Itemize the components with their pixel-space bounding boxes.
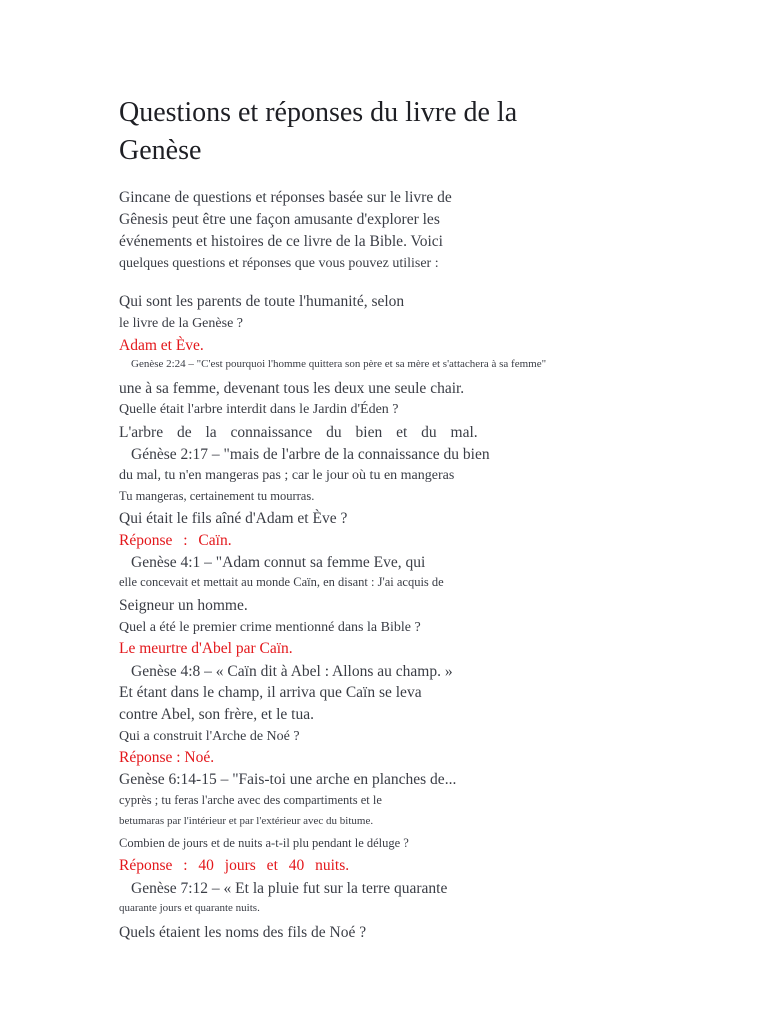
verse-line: elle concevait et mettait au monde Caïn, en disant : J'ai acquis de: [119, 575, 444, 589]
question-line: Qui sont les parents de toute l'humanité, selon: [119, 293, 405, 310]
verse-line: Genèse 4:8 – « Caïn dit à Abel : Allons au champ. »: [131, 663, 453, 680]
question-line: Combien de jours et de nuits a-t-il plu pendant le déluge ?: [119, 836, 409, 850]
question-line: Quels étaient les noms des fils de Noé ?: [119, 924, 367, 941]
question-line: le livre de la Genèse ?: [119, 316, 243, 331]
intro-line: Gênesis peut être une façon amusante d'explorer les: [119, 211, 440, 228]
answer-line: Réponse : Caïn.: [119, 532, 232, 549]
question-line: Qui était le fils aîné d'Adam et Ève ?: [119, 510, 348, 527]
answer-line: Adam et Ève.: [119, 337, 204, 354]
question-line: Qui a construit l'Arche de Noé ?: [119, 729, 300, 744]
verse-line: Génèse 2:17 – "mais de l'arbre de la connaissance du bien: [131, 446, 490, 463]
verse-line: betumaras par l'intérieur et par l'extérieur avec du bitume.: [119, 815, 374, 827]
intro-line: événements et histoires de ce livre de la Bible. Voici: [119, 233, 443, 250]
answer-line: Réponse : 40 jours et 40 nuits.: [119, 857, 350, 874]
verse-line: Genèse 2:24 – "C'est pourquoi l'homme quittera son père et sa mère et s'attachera à sa femme": [131, 358, 547, 370]
intro-line: Gincane de questions et réponses basée sur le livre de: [119, 189, 452, 206]
verse-line: quarante jours et quarante nuits.: [119, 902, 260, 914]
document-title: Questions et réponses du livre de la Genèse: [119, 97, 518, 166]
verse-line: Genèse 4:1 – "Adam connut sa femme Eve, qui: [131, 554, 426, 571]
verse-line: cyprès ; tu feras l'arche avec des compartiments et le: [119, 793, 382, 807]
verse-line: une à sa femme, devenant tous les deux une seule chair.: [119, 380, 465, 397]
verse-line: Genèse 7:12 – « Et la pluie fut sur la terre quarante: [131, 880, 448, 897]
verse-line: Genèse 6:14-15 – "Fais-toi une arche en planches de...: [119, 771, 457, 788]
verse-line: Et étant dans le champ, il arriva que Caïn se leva: [119, 684, 422, 701]
verse-line: Tu mangeras, certainement tu mourras.: [119, 489, 315, 503]
question-line: Quel a été le premier crime mentionné dans la Bible ?: [119, 620, 421, 635]
intro-line: quelques questions et réponses que vous pouvez utiliser :: [119, 256, 439, 271]
verse-line: du mal, tu n'en mangeras pas ; car le jour où tu en mangeras: [119, 468, 455, 483]
answer-line: Le meurtre d'Abel par Caïn.: [119, 640, 293, 657]
answer-text-line: L'arbre de la connaissance du bien et du mal.: [119, 424, 478, 441]
answer-line: Réponse : Noé.: [119, 749, 215, 766]
verse-line: contre Abel, son frère, et le tua.: [119, 706, 314, 723]
question-line: Quelle était l'arbre interdit dans le Jardin d'Éden ?: [119, 402, 399, 417]
verse-line: Seigneur un homme.: [119, 597, 248, 614]
